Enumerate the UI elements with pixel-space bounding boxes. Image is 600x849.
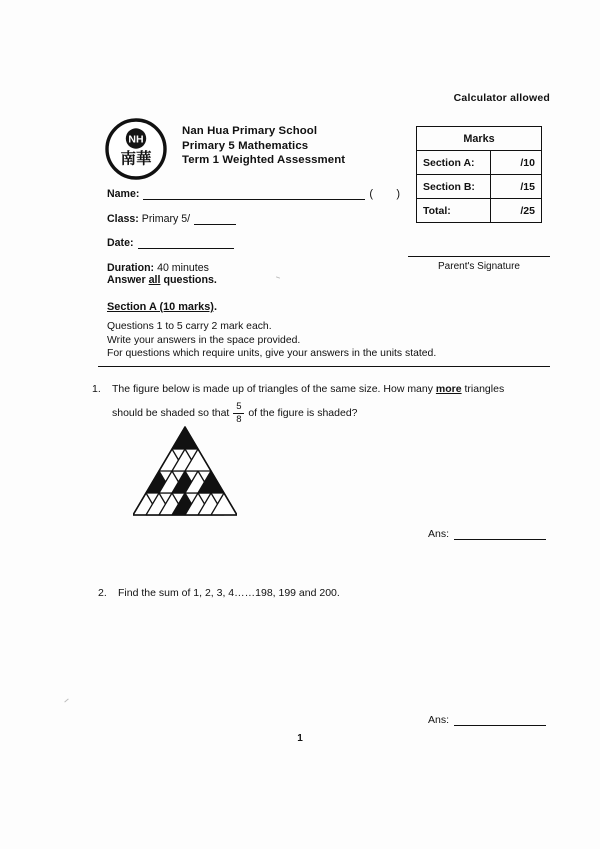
section-a-period: . (213, 301, 217, 313)
class-value: Primary 5/ (141, 212, 191, 225)
question-2-number: 2. (98, 587, 107, 599)
triangle-r1c1 (172, 427, 198, 449)
instruction-line: Questions 1 to 5 carry 2 mark each. (107, 321, 272, 332)
question-1-answer (428, 528, 546, 540)
question-1-line2-prefix: should be shaded so that (112, 407, 230, 419)
table-row (417, 175, 542, 199)
marks-section-b-label: Section B: (417, 175, 491, 199)
marks-table-title: Marks (417, 127, 542, 151)
index-open-paren: ( (369, 188, 374, 200)
instruction-line: For questions which require units, give your answers in the units stated. (107, 348, 437, 360)
table-row (417, 151, 542, 175)
question-2-text: Find the sum of 1, 2, 3, 4……198, 199 and 200. (118, 587, 340, 599)
fraction-numerator: 5 (236, 401, 242, 412)
section-a-instructions (107, 320, 436, 361)
question-1-text-part2: triangles (461, 383, 505, 395)
svg-text:南華: 南華 (120, 149, 152, 168)
answer-all-instruction (107, 274, 217, 286)
name-row (107, 186, 417, 200)
marks-total-label: Total: (417, 199, 491, 223)
question-1-text (112, 382, 554, 397)
class-label: Class: (107, 212, 139, 225)
question-1-line1 (92, 382, 554, 397)
page-number: 1 (297, 733, 303, 744)
duration-value: 40 minutes (157, 261, 209, 274)
scan-artifact (64, 699, 68, 703)
class-input[interactable] (194, 212, 236, 225)
calculator-allowed-note: Calculator allowed (453, 92, 550, 104)
marks-table (416, 126, 542, 223)
question-1-line2 (112, 402, 554, 424)
table-row (417, 199, 542, 223)
question-1-emphasis: more (435, 383, 462, 395)
class-row (107, 211, 417, 225)
answer-label: Ans: (428, 714, 450, 726)
student-particulars (107, 186, 417, 284)
fraction-five-eighths (233, 402, 244, 424)
svg-text:NH: NH (128, 133, 144, 146)
date-input[interactable] (138, 236, 234, 249)
question-1-line2-suffix: of the figure is shaded? (248, 407, 358, 419)
parent-signature-label: Parent's Signature (438, 261, 520, 272)
school-name: Nan Hua Primary School (182, 125, 318, 137)
index-close-paren: ) (396, 188, 401, 200)
section-divider (98, 366, 550, 367)
name-input[interactable] (143, 187, 365, 200)
answer-all-prefix: Answer (107, 274, 149, 286)
triangular-grid-figure (133, 424, 237, 518)
question-1 (92, 382, 554, 424)
duration-label: Duration: (107, 261, 155, 274)
section-a-title: Section A (10 marks) (107, 301, 214, 313)
answer-label: Ans: (428, 528, 450, 540)
fraction-denominator: 8 (236, 413, 242, 425)
question-2-answer (428, 714, 546, 726)
parent-signature-block (408, 256, 550, 272)
school-logo (105, 118, 167, 180)
question-1-text-part1: The figure below is made up of triangles of the same size. How many (112, 383, 436, 395)
question-1-number: 1. (92, 383, 101, 395)
duration-row (107, 260, 417, 274)
marks-section-b-value[interactable]: /15 (491, 175, 542, 199)
answer-input[interactable] (454, 528, 546, 540)
marks-section-a-value[interactable]: /10 (491, 151, 542, 175)
date-row (107, 235, 417, 249)
marks-section-a-label: Section A: (417, 151, 491, 175)
marks-table-header-row (417, 127, 542, 151)
parent-signature-line[interactable] (408, 256, 550, 257)
subject-level: Primary 5 Mathematics (182, 139, 309, 152)
instruction-line: Write your answers in the space provided. (107, 334, 301, 346)
exam-heading (182, 124, 345, 168)
question-2-line1 (98, 586, 548, 601)
section-a-heading (107, 301, 217, 313)
answer-all-emphasis: all (148, 274, 161, 286)
marks-total-value[interactable]: /25 (491, 199, 542, 223)
index-number-input[interactable] (377, 188, 392, 200)
name-label: Name: (107, 188, 140, 200)
date-label: Date: (107, 237, 134, 249)
answer-input[interactable] (454, 714, 546, 726)
question-2 (98, 586, 548, 601)
answer-all-suffix: questions. (160, 274, 217, 286)
assessment-title: Term 1 Weighted Assessment (182, 154, 346, 167)
